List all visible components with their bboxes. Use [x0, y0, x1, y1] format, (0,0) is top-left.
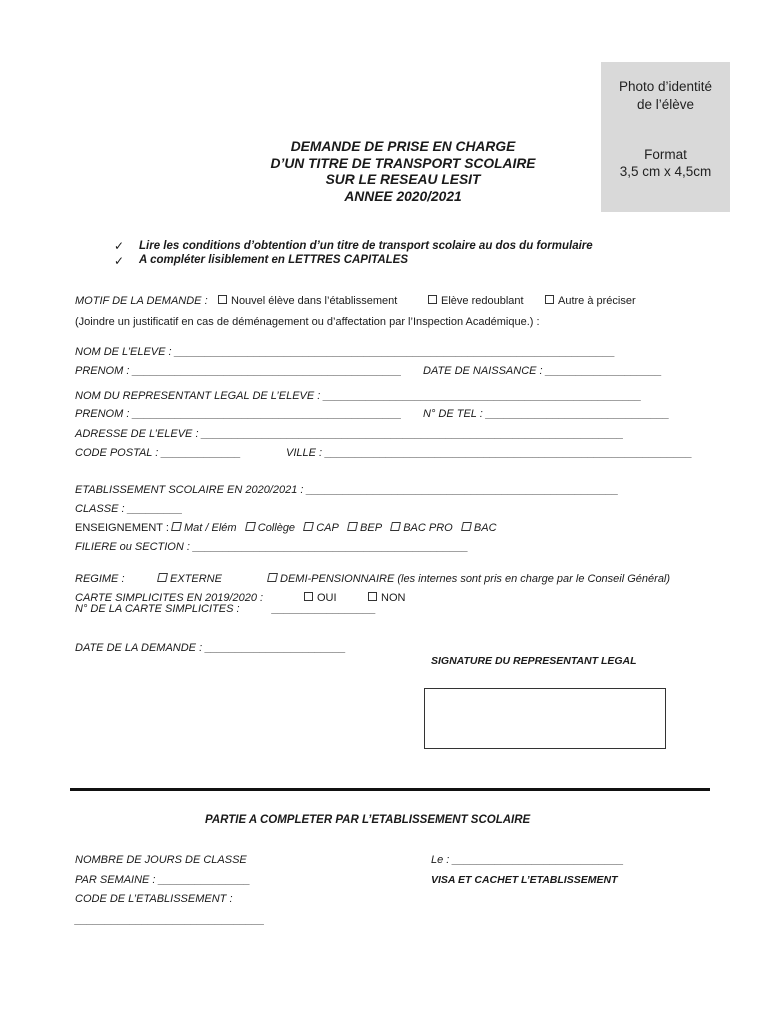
- section-divider: [70, 788, 710, 791]
- checkbox[interactable]: [303, 522, 314, 531]
- student-name-field[interactable]: NOM DE L’ELEVE : ________________________________________________________________________: [75, 346, 616, 358]
- student-firstname-field[interactable]: PRENOM : ____________________________________________: [75, 365, 402, 377]
- days-per-week-field[interactable]: PAR SEMAINE : _______________: [75, 874, 251, 886]
- guardian-name-field[interactable]: NOM DU REPRESENTANT LEGAL DE L’ELEVE : ____________________________________________________: [75, 390, 642, 402]
- guardian-firstname-field[interactable]: PRENOM : ____________________________________________: [75, 408, 402, 420]
- request-date-field[interactable]: DATE DE LA DEMANDE : _______________________: [75, 642, 346, 654]
- photo-label-line1: Photo d’identité: [618, 79, 713, 94]
- title-line4: ANNEE 2020/2021: [344, 188, 462, 204]
- checkmark-icon: ✓: [114, 239, 125, 253]
- card-number-label: N° DE LA CARTE SIMPLICITES :: [75, 603, 240, 615]
- school-code-field[interactable]: _______________________________: [75, 914, 265, 926]
- signature-box[interactable]: [424, 688, 666, 749]
- city-field[interactable]: VILLE : ____________________________________________________________: [286, 447, 693, 459]
- motif-option-other-label: Autre à préciser: [558, 295, 636, 307]
- checkbox[interactable]: [157, 573, 168, 582]
- checkmark-icon: ✓: [114, 254, 125, 268]
- title-line2: D’UN TITRE DE TRANSPORT SCOLAIRE: [270, 155, 536, 171]
- checkbox[interactable]: [171, 522, 182, 531]
- checkbox[interactable]: [304, 592, 313, 601]
- regime-option-halfboard-label: DEMI-PENSIONNAIRE (les internes sont pris en charge par le Conseil Général): [280, 573, 671, 585]
- instruction-1: Lire les conditions d’obtention d’un titre de transport scolaire au dos du formulaire: [139, 240, 593, 252]
- title-line1: DEMANDE DE PRISE EN CHARGE: [290, 139, 516, 154]
- teaching-option-cap-label: CAP: [316, 522, 339, 534]
- motif-label: MOTIF DE LA DEMANDE :: [75, 295, 208, 307]
- stamp-label: VISA ET CACHET L’ETABLISSEMENT: [431, 874, 618, 886]
- regime-option-external-label: EXTERNE: [170, 573, 222, 585]
- photo-label-line2: de l’élève: [636, 97, 695, 112]
- motif-option-other[interactable]: [545, 295, 636, 307]
- checkbox[interactable]: [245, 522, 256, 531]
- days-label: NOMBRE DE JOURS DE CLASSE: [75, 854, 247, 866]
- school-code-label: CODE DE L’ETABLISSEMENT :: [75, 893, 233, 905]
- teaching-option-bacpro-label: BAC PRO: [403, 522, 453, 534]
- signature-label: SIGNATURE DU REPRESENTANT LEGAL: [431, 655, 637, 667]
- teaching-option-bac[interactable]: [462, 522, 497, 534]
- teaching-option-mat[interactable]: [172, 522, 237, 534]
- motif-option-new-label: Nouvel élève dans l’établissement: [231, 295, 398, 307]
- card-option-yes-label: OUI: [317, 592, 337, 604]
- card-question-label: CARTE SIMPLICITES EN 2019/2020 :: [75, 592, 264, 604]
- phone-field[interactable]: N° DE TEL : ______________________________: [423, 408, 670, 420]
- card-option-no-label: NON: [381, 592, 406, 604]
- checkbox[interactable]: [368, 592, 377, 601]
- motif-option-new[interactable]: [218, 295, 397, 307]
- class-field[interactable]: CLASSE : _________: [75, 503, 183, 515]
- checkbox[interactable]: [545, 295, 554, 304]
- regime-option-halfboard[interactable]: [268, 573, 670, 585]
- school-section-heading: PARTIE A COMPLETER PAR L’ETABLISSEMENT SCOLAIRE: [205, 814, 531, 826]
- teaching-label: ENSEIGNEMENT :: [75, 522, 169, 534]
- teaching-option-college[interactable]: [246, 522, 295, 534]
- teaching-option-cap[interactable]: [304, 522, 339, 534]
- checkbox[interactable]: [428, 295, 437, 304]
- photo-format-line2: 3,5 cm x 4,5cm: [619, 164, 712, 179]
- card-number-field[interactable]: _________________: [272, 603, 377, 615]
- photo-placeholder: [601, 62, 730, 212]
- form-title: [228, 139, 578, 205]
- birthdate-field[interactable]: DATE DE NAISSANCE : ___________________: [423, 365, 662, 377]
- regime-label: REGIME :: [75, 573, 125, 585]
- photo-format-line1: Format: [644, 147, 687, 162]
- postal-code-field[interactable]: CODE POSTAL : _____________: [75, 447, 241, 459]
- checkbox[interactable]: [218, 295, 227, 304]
- teaching-option-bep-label: BEP: [360, 522, 383, 534]
- address-field[interactable]: ADRESSE DE L’ELEVE : _____________________________________________________________________: [75, 428, 624, 440]
- section-field[interactable]: FILIERE ou SECTION : _____________________________________________: [75, 541, 469, 553]
- teaching-option-bep[interactable]: [348, 522, 382, 534]
- checkbox[interactable]: [347, 522, 358, 531]
- title-line3: SUR LE RESEAU LESIT: [325, 172, 481, 187]
- checkbox[interactable]: [267, 573, 278, 582]
- checkbox[interactable]: [390, 522, 401, 531]
- teaching-option-bac-label: BAC: [473, 522, 497, 534]
- school-date-field[interactable]: Le : ____________________________: [431, 854, 624, 866]
- teaching-option-college-label: Collège: [257, 522, 296, 534]
- school-field[interactable]: ETABLISSEMENT SCOLAIRE EN 2020/2021 : ___________________________________________________: [75, 484, 619, 496]
- instruction-2: A compléter lisiblement en LETTRES CAPITALES: [139, 254, 409, 266]
- motif-note: (Joindre un justificatif en cas de déménagement ou d’affectation par l’Inspection Académique.) :: [75, 316, 540, 328]
- teaching-row: [75, 522, 497, 534]
- teaching-option-mat-label: Mat / Elém: [184, 522, 237, 534]
- teaching-option-bacpro[interactable]: [391, 522, 453, 534]
- motif-option-repeat[interactable]: [428, 295, 524, 307]
- motif-option-repeat-label: Elève redoublant: [441, 295, 524, 307]
- checkbox[interactable]: [461, 522, 472, 531]
- regime-option-external[interactable]: [158, 573, 222, 585]
